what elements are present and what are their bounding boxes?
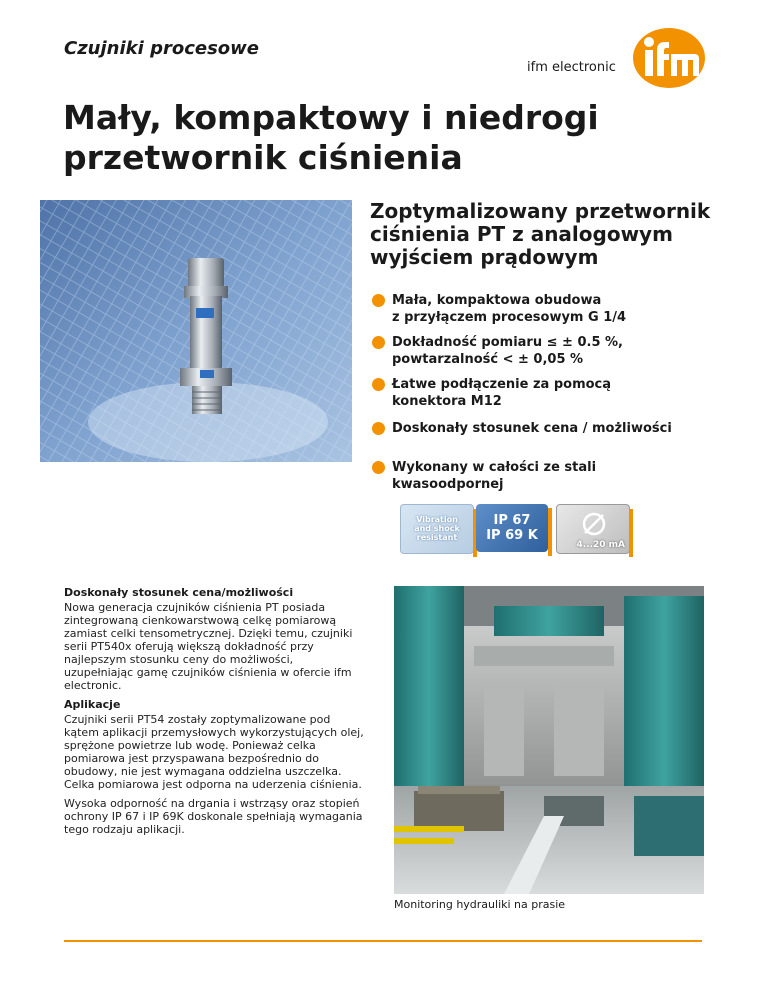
badge-text: Vibration bbox=[416, 515, 458, 524]
feature-item bbox=[372, 376, 732, 410]
badge-text: resistant bbox=[416, 533, 458, 542]
feature-list bbox=[372, 292, 732, 493]
subtitle-line-3: wyjściem prądowym bbox=[370, 245, 599, 269]
feature-line: Wykonany w całości ze stali bbox=[392, 460, 597, 475]
feature-item bbox=[372, 420, 732, 437]
page-title bbox=[63, 98, 599, 178]
feature-line: z przyłączem procesowym G 1/4 bbox=[392, 310, 627, 325]
badge-text: 4...20 mA bbox=[576, 540, 625, 550]
paragraph: Wysoka odporność na drgania i wstrząsy oraz stopień ochrony IP 67 i IP 69K doskonale spełniają wymagania tego rodzaju aplikacji. bbox=[64, 797, 363, 836]
bullet-icon bbox=[372, 378, 385, 391]
brand-name: ifm electronic bbox=[527, 60, 616, 75]
feature-line: Dokładność pomiaru ≤ ± 0.5 %, bbox=[392, 335, 623, 350]
feature-line: Doskonały stosunek cena / możliwości bbox=[392, 421, 672, 436]
feature-item bbox=[372, 459, 732, 493]
diameter-icon bbox=[581, 511, 607, 537]
badge-text: and shock bbox=[414, 524, 460, 533]
subtitle-line-2: ciśnienia PT z analogowym bbox=[370, 222, 673, 246]
series-title: Czujniki procesowe bbox=[64, 38, 259, 59]
feature-line: powtarzalność < ± 0,05 % bbox=[392, 352, 584, 367]
feature-line: kwasoodpornej bbox=[392, 477, 504, 492]
section-heading: Aplikacje bbox=[64, 698, 121, 711]
vibration-badge bbox=[400, 504, 474, 554]
footer-divider bbox=[64, 940, 702, 942]
subtitle-line-1: Zoptymalizowany przetwornik bbox=[370, 199, 711, 223]
badge-text: IP 67 bbox=[493, 513, 531, 528]
title-line-2: przetwornik ciśnienia bbox=[63, 138, 463, 177]
ifm-logo bbox=[633, 28, 705, 88]
feature-item bbox=[372, 334, 732, 368]
ip-rating-badge bbox=[476, 504, 548, 552]
section-heading: Doskonały stosunek cena/możliwości bbox=[64, 586, 294, 599]
paragraph: Czujniki serii PT54 zostały zoptymalizowane pod kątem aplikacji przemysłowych wykorzystujących olej, sprężone powietrze lub wodę. Ponieważ celka pomiarowa jest przyspawana bezpośrednio do obudowy, nie jest wymagana oddzielna uszczelka. Celka pomiarowa jest odporna na uderzenia ciśnienia. bbox=[64, 713, 364, 791]
photo-caption: Monitoring hydrauliki na prasie bbox=[394, 898, 566, 911]
bullet-icon bbox=[372, 422, 385, 435]
badge-text: IP 69 K bbox=[486, 528, 538, 543]
analog-output-badge bbox=[556, 504, 630, 554]
feature-line: Mała, kompaktowa obudowa bbox=[392, 293, 602, 308]
body-text bbox=[64, 586, 364, 842]
feature-line: konektora M12 bbox=[392, 394, 502, 409]
feature-item bbox=[372, 292, 732, 326]
subtitle bbox=[370, 200, 710, 269]
feature-line: Łatwe podłączenie za pomocą bbox=[392, 377, 612, 392]
factory-photo bbox=[394, 586, 704, 894]
sensor-photo bbox=[40, 200, 352, 462]
title-line-1: Mały, kompaktowy i niedrogi bbox=[63, 98, 599, 137]
bullet-icon bbox=[372, 461, 385, 474]
paragraph: Nowa generacja czujników ciśnienia PT posiada zintegrowaną cienkowarstwową celkę pomiarową zamiast celki tensometrycznej. Dzięki temu, czujniki serii PT540x oferują większą dokładność przy najlepszym stosunku ceny do możliwości, uzupełniając gamę czujników ciśnienia w ofercie ifm electronic. bbox=[64, 601, 353, 692]
bullet-icon bbox=[372, 294, 385, 307]
bullet-icon bbox=[372, 336, 385, 349]
